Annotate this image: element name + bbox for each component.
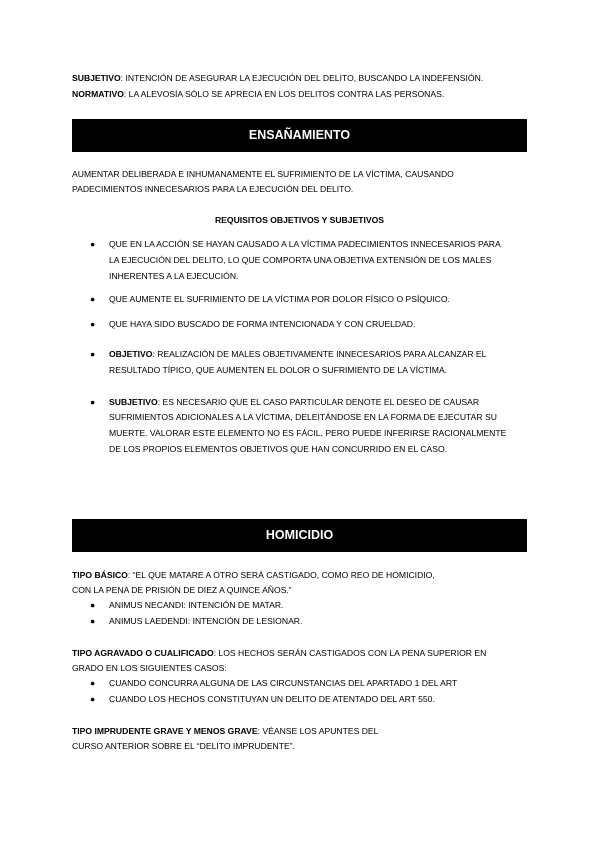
requisito-1-line1: QUE EN LA ACCIÓN SE HAYAN CAUSADO A LA VÍCTIMA PADECIMIENTOS INNECESARIOS PARA [109,239,501,249]
bullet-dot: ● [90,397,96,407]
tipo-basico-label: TIPO BÁSICO [72,570,128,580]
agravado-bullet-2: CUANDO LOS HECHOS CONSTITUYAN UN DELITO DE ATENTADO DEL ART 550. [109,694,435,704]
bullet-dot: ● [90,239,96,249]
ensanamiento-definition-line2: PADECIMIENTOS INNECESARIOS PARA LA EJECUCIÓN DEL DELITO. [72,184,354,194]
requisitos-title: REQUISITOS OBJETIVOS Y SUBJETIVOS [214,215,385,225]
objetivo-line2: RESULTADO TÍPICO, QUE AUMENTEN EL DOLOR O SUFRIMIENTO DE LA VÍCTIMA. [109,365,448,375]
tipo-basico-text: : “EL QUE MATARE A OTRO SERÁ CASTIGADO, COMO REO DE HOMICIDIO, [127,570,435,580]
normativo-text: : LA ALEVOSÍA SÓLO SE APRECIA EN LOS DELITOS CONTRA LAS PERSONAS. [123,89,445,99]
objetivo-text: : REALIZACIÓN DE MALES OBJETIVAMENTE INNECESARIOS PARA ALCANZAR EL [152,349,487,359]
objetivo-line1 [109,348,486,360]
agravado-bullet-1: CUANDO CONCURRA ALGUNA DE LAS CIRCUNSTANCIAS DEL APARTADO 1 DEL ART [109,678,458,688]
tipo-agravado-text: : LOS HECHOS SERÁN CASTIGADOS CON LA PENA SUPERIOR EN [213,648,487,658]
requisito-1-line3: INHERENTES A LA EJECUCIÓN. [109,271,239,281]
tipo-imprudente-label: TIPO IMPRUDENTE GRAVE Y MENOS GRAVE [72,726,258,736]
bullet-dot: ● [90,319,96,329]
section-header-ensanamiento: ENSAÑAMIENTO [72,119,527,152]
requisito-2: QUE AUMENTE EL SUFRIMIENTO DE LA VÍCTIMA POR DOLOR FÍSICO O PSÍQUICO. [109,294,450,304]
tipo-agravado-line1 [72,647,486,659]
tipo-imprudente-text: : VÉANSE LOS APUNTES DEL [257,726,379,736]
bullet-dot: ● [90,678,96,688]
section-header-homicidio: HOMICIDIO [72,519,527,552]
tipo-imprudente-line1 [72,725,378,737]
requisito-1-line2: LA EJECUCIÓN DEL DELITO, LO QUE COMPORTA UNA OBJETIVA EXTENSIÓN DE LOS MALES [109,255,492,265]
subjetivo-req-line4: DE LOS PROPIOS ELEMENTOS OBJETIVOS QUE HAN CONCURRIDO EN EL CASO. [109,444,448,454]
bullet-dot: ● [90,600,96,610]
tipo-agravado-label: TIPO AGRAVADO O CUALIFICADO [72,648,214,658]
subjetivo-line [72,72,483,84]
subjetivo-req-label: SUBJETIVO [109,397,158,407]
bullet-dot: ● [90,294,96,304]
subjetivo-text: : INTENCIÓN DE ASEGURAR LA EJECUCIÓN DEL DELITO, BUSCANDO LA INDEFENSIÓN. [120,73,484,83]
animus-necandi: ANIMUS NECANDI: INTENCIÓN DE MATAR. [109,600,284,610]
subjetivo-req-line1 [109,396,479,408]
tipo-agravado-line2: GRADO EN LOS SIGUIENTES CASOS: [72,663,227,673]
subjetivo-label: SUBJETIVO [72,73,121,83]
requisito-3: QUE HAYA SIDO BUSCADO DE FORMA INTENCIONADA Y CON CRUELDAD. [109,319,416,329]
bullet-dot: ● [90,616,96,626]
bullet-dot: ● [90,694,96,704]
objetivo-label: OBJETIVO [109,349,153,359]
subjetivo-req-text: : ES NECESARIO QUE EL CASO PARTICULAR DENOTE EL DESEO DE CAUSAR [157,397,480,407]
normativo-label: NORMATIVO [72,89,124,99]
tipo-basico-line1 [72,569,435,581]
animus-laedendi: ANIMUS LAEDENDI: INTENCIÓN DE LESIONAR. [109,616,303,626]
bullet-dot: ● [90,349,96,359]
subjetivo-req-line3: MUERTE. VALORAR ESTE ELEMENTO NO ES FÁCIL, PERO PUEDE INFERIRSE RACIONALMENTE [109,428,507,438]
tipo-basico-line2: CON LA PENA DE PRISIÓN DE DIEZ A QUINCE AÑOS.” [72,585,292,595]
subjetivo-req-line2: SUFRIMIENTOS ADICIONALES A LA VÍCTIMA, DELEITÁNDOSE EN LA FORMA DE EJECUTAR SU [109,412,497,422]
tipo-imprudente-line2: CURSO ANTERIOR SOBRE EL “DELITO IMPRUDENTE”. [72,741,295,751]
ensanamiento-definition-line1: AUMENTAR DELIBERADA E INHUMANAMENTE EL SUFRIMIENTO DE LA VÍCTIMA, CAUSANDO [72,169,454,179]
normativo-line [72,88,444,100]
